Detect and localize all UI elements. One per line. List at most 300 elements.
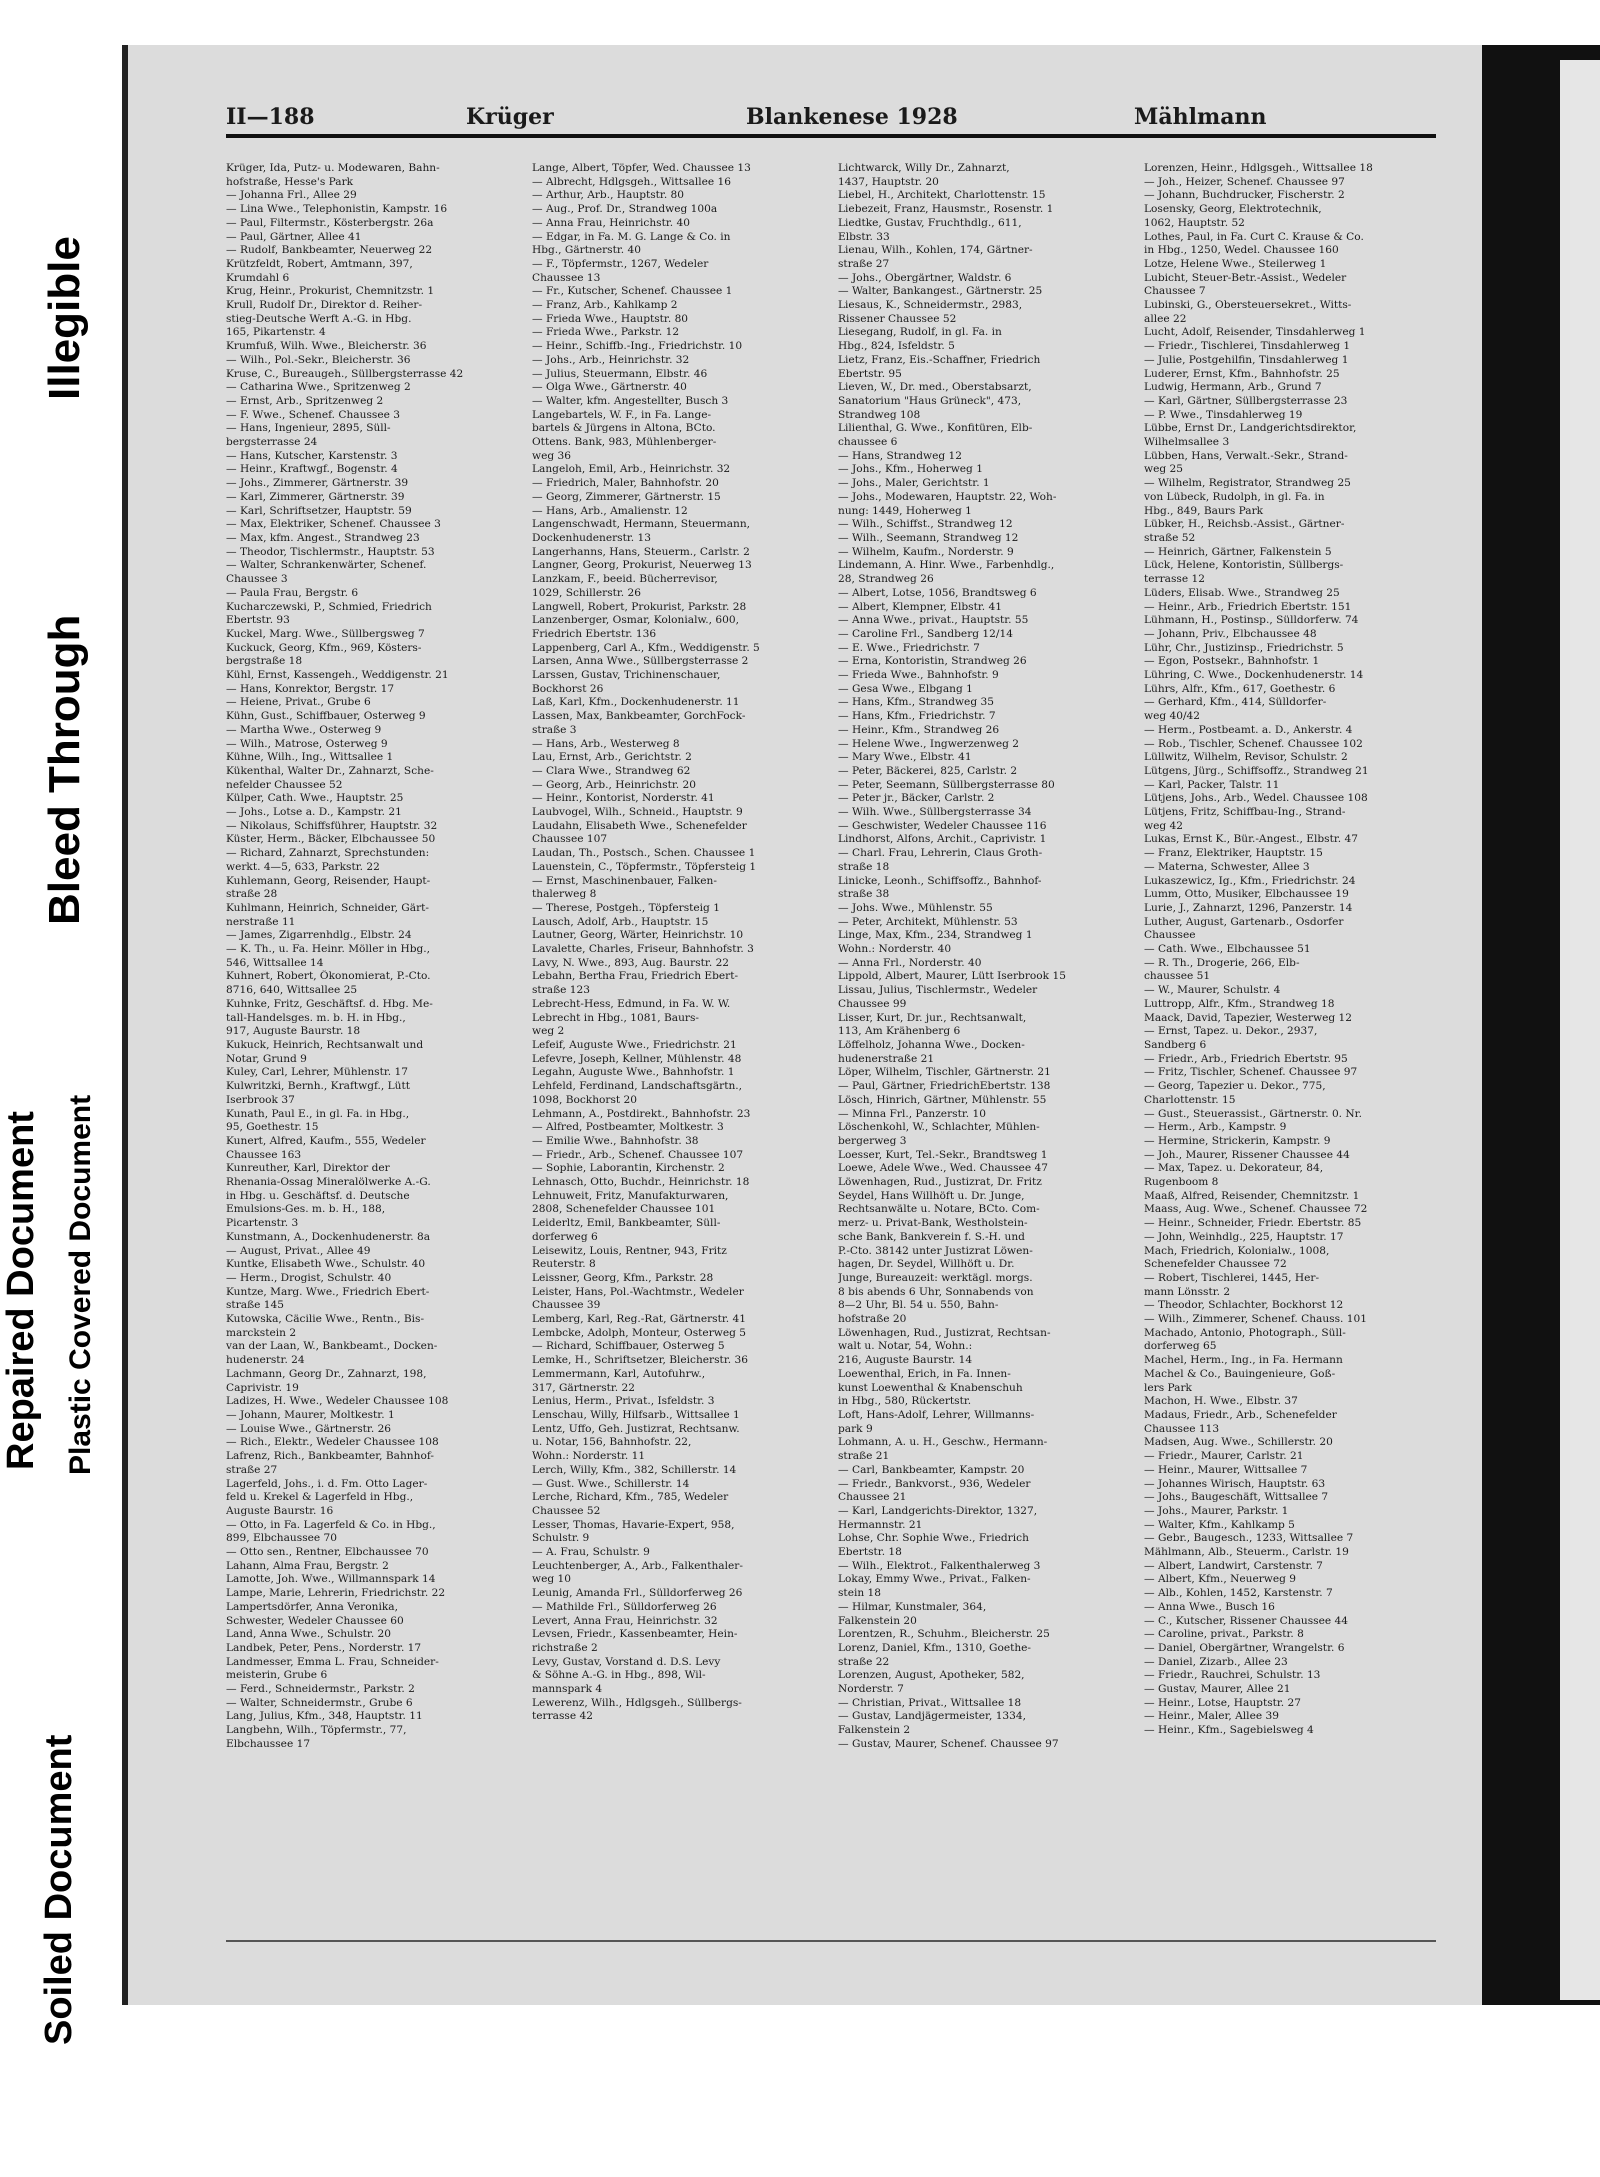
- directory-entry-line: Leiderltz, Emil, Bankbeamter, Süll-: [532, 1217, 721, 1230]
- directory-entry-line: terrasse 42: [532, 1710, 593, 1723]
- directory-entry-line: Maass, Aug. Wwe., Schenef. Chaussee 72: [1144, 1203, 1368, 1216]
- directory-entry-line: straße 18: [838, 860, 890, 873]
- directory-entry-line: — Johs., Modewaren, Hauptstr. 22, Woh-: [838, 490, 1057, 503]
- directory-entry-line: — Martha Wwe., Osterweg 9: [226, 723, 382, 736]
- directory-entry-line: — Georg, Tapezier u. Dekor., 775,: [1144, 1080, 1326, 1093]
- directory-entry-line: Langbehn, Wilh., Töpfermstr., 77,: [226, 1724, 407, 1737]
- directory-entry-line: — Arthur, Arb., Hauptstr. 80: [532, 189, 685, 202]
- directory-entry-line: Liebel, H., Architekt, Charlottenstr. 15: [838, 189, 1046, 202]
- directory-entry-line: Kunath, Paul E., in gl. Fa. in Hbg.,: [226, 1107, 410, 1120]
- directory-entry-line: Lange, Albert, Töpfer, Wed. Chaussee 13: [532, 162, 751, 174]
- header-left-name: Krüger: [466, 104, 554, 130]
- directory-entry-line: — Ernst, Arb., Spritzenweg 2: [226, 394, 384, 407]
- directory-entry-line: Lappenberg, Carl A., Kfm., Weddigenstr. 5: [532, 641, 760, 654]
- directory-entry-line: Küster, Herm., Bäcker, Elbchaussee 50: [226, 833, 436, 846]
- directory-entry-line: — Clara Wwe., Strandweg 62: [532, 764, 691, 777]
- directory-entry-line: nefelder Chaussee 52: [226, 778, 343, 791]
- directory-entry-line: — Mathilde Frl., Sülldorferweg 26: [532, 1600, 717, 1613]
- directory-entry-line: Löwenhagen, Rud., Justizrat, Rechtsan-: [838, 1326, 1051, 1339]
- directory-entry-line: Lanzenberger, Osmar, Kolonialw., 600,: [532, 614, 739, 627]
- directory-entry-line: Laubvogel, Wilh., Schneid., Hauptstr. 9: [532, 806, 743, 819]
- column-3: [838, 162, 1130, 1752]
- directory-entry-line: Ebertstr. 93: [226, 614, 290, 627]
- column-1: [226, 162, 518, 1752]
- directory-entry-line: — Rich., Elektr., Wedeler Chaussee 108: [226, 1436, 439, 1449]
- directory-entry-line: chaussee 51: [1144, 970, 1211, 983]
- directory-entry-line: — Erna, Kontoristin, Strandweg 26: [838, 655, 1027, 668]
- directory-entry-line: Langeloh, Emil, Arb., Heinrichstr. 32: [532, 463, 731, 476]
- directory-entry-line: — Herm., Arb., Kampstr. 9: [1144, 1121, 1287, 1134]
- directory-entry-line: — Gust. Wwe., Schillerstr. 14: [532, 1477, 690, 1490]
- directory-entry-line: Land, Anna Wwe., Schulstr. 20: [226, 1628, 392, 1641]
- column-2: [532, 162, 824, 1724]
- directory-entry-line: Lerch, Willy, Kfm., 382, Schillerstr. 14: [532, 1463, 737, 1476]
- directory-entry-line: Lebahn, Bertha Frau, Friedrich Ebert-: [532, 970, 739, 983]
- directory-entry-line: Rechtsanwälte u. Notare, BCto. Com-: [838, 1203, 1040, 1216]
- directory-entry-line: Rugenboom 8: [1144, 1176, 1219, 1189]
- directory-entry-line: Liedtke, Gustav, Fruchthdlg., 611,: [838, 216, 1022, 229]
- directory-entry-line: Krumdahl 6: [226, 271, 290, 284]
- directory-entry-line: Lotze, Helene Wwe., Steilerweg 1: [1144, 257, 1327, 270]
- directory-entry-line: Notar, Grund 9: [226, 1052, 307, 1065]
- directory-entry-line: Hbg., 824, Isfeldstr. 5: [838, 340, 955, 353]
- directory-entry-line: — Christian, Privat., Wittsallee 18: [838, 1696, 1022, 1709]
- directory-entry-line: Lokay, Emmy Wwe., Privat., Falken-: [838, 1573, 1031, 1586]
- directory-entry-line: — Johs., Baugeschäft, Wittsallee 7: [1144, 1491, 1329, 1504]
- directory-entry-line: — Hans, Arb., Amalienstr. 12: [532, 504, 688, 517]
- directory-entry-line: Lehfeld, Ferdinand, Landschaftsgärtn.,: [532, 1080, 743, 1093]
- directory-entry-line: 165, Pikartenstr. 4: [226, 326, 326, 339]
- directory-entry-line: — Franz, Elektriker, Hauptstr. 15: [1144, 847, 1323, 860]
- directory-entry-line: — F. Wwe., Schenef. Chaussee 3: [226, 408, 400, 421]
- directory-entry-line: Liesaus, K., Schneidermstr., 2983,: [838, 299, 1023, 312]
- directory-entry-line: straße 123: [532, 984, 591, 997]
- directory-entry-line: Legahn, Auguste Wwe., Bahnhofstr. 1: [532, 1066, 735, 1079]
- directory-entry-line: Lanzkam, F., beeid. Bücherrevisor,: [532, 573, 718, 586]
- directory-entry-line: Linicke, Leonh., Schiffsoffz., Bahnhof-: [838, 874, 1042, 887]
- directory-entry-line: Lindhorst, Alfons, Archit., Caprivistr. 1: [838, 833, 1047, 846]
- directory-entry-line: 899, Elbchaussee 70: [226, 1532, 338, 1545]
- header-title: Blankenese 1928: [746, 104, 958, 130]
- directory-entry-line: — Heinr., Kontorist, Norderstr. 41: [532, 792, 715, 805]
- directory-entry-line: — Geschwister, Wedeler Chaussee 116: [838, 819, 1047, 832]
- header-right-name: Mählmann: [1134, 104, 1267, 130]
- directory-entry-line: Chaussee 107: [532, 833, 608, 846]
- directory-entry-line: Kunert, Alfred, Kaufm., 555, Wedeler: [226, 1134, 426, 1147]
- directory-entry-line: Sandberg 6: [1144, 1039, 1207, 1051]
- directory-entry-line: — Frieda Wwe., Parkstr. 12: [532, 326, 680, 339]
- directory-entry-line: Laß, Karl, Kfm., Dockenhudenerstr. 11: [532, 696, 740, 709]
- directory-entry-line: Kutowska, Cäcilie Wwe., Rentn., Bis-: [226, 1313, 425, 1326]
- directory-entry-line: Langerhanns, Hans, Steuerm., Carlstr. 2: [532, 545, 750, 558]
- directory-entry-line: Leuchtenberger, A., Arb., Falkenthaler-: [532, 1559, 743, 1572]
- directory-entry-line: Luderer, Ernst, Kfm., Bahnhofstr. 25: [1144, 367, 1340, 380]
- directory-entry-line: Leister, Hans, Pol.-Wachtmstr., Wedeler: [532, 1285, 744, 1298]
- directory-entry-line: straße 27: [226, 1463, 278, 1476]
- directory-entry-line: Kuley, Carl, Lehrer, Mühlenstr. 17: [226, 1066, 408, 1079]
- directory-entry-line: — Hans, Kfm., Friedrichstr. 7: [838, 710, 996, 723]
- directory-entry-line: park 9: [838, 1422, 873, 1435]
- directory-entry-line: Larsen, Anna Wwe., Süllbergsterrasse 2: [532, 655, 749, 668]
- directory-entry-line: Lühring, C. Wwe., Dockenhudenerstr. 14: [1144, 669, 1364, 682]
- directory-entry-line: Lüders, Elisab. Wwe., Strandweg 25: [1144, 586, 1340, 599]
- directory-entry-line: Luther, August, Gartenarb., Osdorfer: [1144, 915, 1344, 928]
- directory-entry-line: straße 21: [838, 1450, 890, 1463]
- directory-entry-line: Lebrecht in Hbg., 1081, Baurs-: [532, 1011, 699, 1024]
- directory-entry-line: nerstraße 11: [226, 915, 296, 928]
- directory-entry-line: feld u. Krekel & Lagerfeld in Hbg.,: [226, 1491, 414, 1504]
- directory-entry-line: Lilienthal, G. Wwe., Konfitüren, Elb-: [838, 422, 1033, 435]
- directory-entry-line: stein 18: [838, 1587, 882, 1600]
- directory-entry-line: Schenefelder Chaussee 72: [1144, 1258, 1287, 1271]
- directory-entry-line: mann Lönsstr. 2: [1144, 1285, 1231, 1298]
- directory-entry-line: — Heinr., Schiffb.-Ing., Friedrichstr. 10: [532, 340, 743, 353]
- directory-entry-line: — P. Wwe., Tinsdahlerweg 19: [1144, 408, 1303, 421]
- directory-entry-line: Lütjens, Fritz, Schiffbau-Ing., Strand-: [1144, 806, 1346, 819]
- directory-entry-line: — Heinr., Maler, Allee 39: [1144, 1710, 1279, 1723]
- directory-entry-line: Lausch, Adolf, Arb., Hauptstr. 15: [532, 915, 709, 928]
- page-number: II—188: [226, 104, 315, 130]
- directory-entry-line: Chaussee 113: [1144, 1422, 1220, 1435]
- directory-entry-line: Loewenthal, Erich, in Fa. Innen-: [838, 1367, 1011, 1380]
- directory-entry-line: Chaussee 3: [226, 573, 288, 586]
- directory-entry-line: Ladizes, H. Wwe., Wedeler Chaussee 108: [226, 1395, 449, 1408]
- bottom-rule: [226, 1940, 1436, 1942]
- directory-entry-line: hagen, Dr. Seydel, Willhöft u. Dr.: [838, 1258, 1015, 1271]
- directory-entry-line: Lamotte, Joh. Wwe., Willmannspark 14: [226, 1573, 436, 1586]
- directory-entry-line: Kuntke, Elisabeth Wwe., Schulstr. 40: [226, 1258, 426, 1271]
- directory-entry-line: — Sophie, Laborantin, Kirchenstr. 2: [532, 1162, 725, 1175]
- directory-entry-line: kunst Loewenthal & Knabenschuh: [838, 1381, 1023, 1394]
- directory-entry-line: Lohse, Chr. Sophie Wwe., Friedrich: [838, 1532, 1029, 1545]
- directory-entry-line: — Heinrich, Gärtner, Falkenstein 5: [1144, 545, 1332, 558]
- directory-entry-line: Lösch, Hinrich, Gärtner, Mühlenstr. 55: [838, 1093, 1047, 1106]
- directory-entry-line: thalerweg 8: [532, 888, 597, 901]
- directory-entry-line: — Karl, Landgerichts-Direktor, 1327,: [838, 1504, 1038, 1517]
- directory-entry-line: Krützfeldt, Robert, Amtmann, 397,: [226, 257, 413, 270]
- directory-entry-line: — Rudolf, Bankbeamter, Neuerweg 22: [226, 244, 433, 257]
- directory-entry-line: tall-Handelsges. m. b. H. in Hbg.,: [226, 1011, 406, 1024]
- directory-entry-line: — Julie, Postgehilfin, Tinsdahlerweg 1: [1144, 353, 1349, 366]
- directory-entry-line: — Cath. Wwe., Elbchaussee 51: [1144, 943, 1311, 956]
- directory-entry-line: — Walter, Bankangest., Gärtnerstr. 25: [838, 285, 1043, 298]
- directory-entry-line: — Paul, Filtermstr., Kösterbergstr. 26a: [226, 216, 434, 229]
- directory-entry-line: — Karl, Schriftsetzer, Hauptstr. 59: [226, 504, 412, 517]
- directory-entry-line: Lenschau, Willy, Hilfsarb., Wittsallee 1: [532, 1408, 740, 1421]
- directory-entry-line: stieg-Deutsche Werft A.-G. in Hbg.: [226, 312, 412, 325]
- directory-entry-line: Lembcke, Adolph, Monteur, Osterweg 5: [532, 1326, 746, 1339]
- directory-entry-line: Larssen, Gustav, Trichinenschauer,: [532, 669, 721, 682]
- directory-entry-line: — Otto sen., Rentner, Elbchaussee 70: [226, 1546, 429, 1559]
- directory-entry-line: richstraße 2: [532, 1641, 598, 1654]
- directory-entry-line: Lorenz, Daniel, Kfm., 1310, Goethe-: [838, 1641, 1032, 1654]
- directory-entry-line: — W., Maurer, Schulstr. 4: [1144, 984, 1281, 997]
- directory-entry-line: — Albert, Klempner, Elbstr. 41: [838, 600, 1002, 613]
- directory-entry-line: weg 42: [1144, 819, 1183, 832]
- directory-entry-line: Kukuck, Heinrich, Rechtsanwalt und: [226, 1039, 424, 1051]
- directory-entry-line: Maaß, Alfred, Reisender, Chemnitzstr. 1: [1144, 1189, 1360, 1202]
- directory-entry-line: Linge, Max, Kfm., 234, Strandweg 1: [838, 929, 1033, 942]
- directory-entry-line: Levert, Anna Frau, Heinrichstr. 32: [532, 1614, 718, 1627]
- directory-entry-line: Picartenstr. 3: [226, 1217, 299, 1230]
- illegible-label: Illegible: [40, 236, 89, 400]
- directory-entry-line: Langwell, Robert, Prokurist, Parkstr. 28: [532, 600, 747, 613]
- directory-entry-line: Seydel, Hans Willhöft u. Dr. Junge,: [838, 1189, 1025, 1202]
- directory-entry-line: — Max, kfm. Angest., Strandweg 23: [226, 531, 420, 544]
- directory-entry-line: — Lina Wwe., Telephonistin, Kampstr. 16: [226, 203, 448, 216]
- directory-entry-line: 216, Auguste Baurstr. 14: [838, 1354, 973, 1367]
- directory-entry-line: Schwester, Wedeler Chaussee 60: [226, 1614, 404, 1627]
- directory-entry-line: Machado, Antonio, Photograph., Süll-: [1144, 1326, 1346, 1339]
- directory-entry-line: Lebrecht-Hess, Edmund, in Fa. W. W.: [532, 997, 731, 1010]
- directory-entry-line: — Charl. Frau, Lehrerin, Claus Groth-: [838, 847, 1043, 860]
- directory-entry-line: Lührs, Alfr., Kfm., 617, Goethestr. 6: [1144, 682, 1336, 695]
- directory-entry-line: — Friedr., Bankvorst., 936, Wedeler: [838, 1477, 1031, 1490]
- directory-entry-line: — Walter, Schrankenwärter, Schenef.: [226, 559, 427, 572]
- directory-entry-line: Schulstr. 9: [532, 1532, 590, 1545]
- directory-entry-line: merz- u. Privat-Bank, Westholstein-: [838, 1217, 1028, 1230]
- directory-entry-line: Krug, Heinr., Prokurist, Chemnitzstr. 1: [226, 285, 435, 298]
- directory-page: [226, 100, 1436, 1930]
- directory-entry-line: Lubicht, Steuer-Betr.-Assist., Wedeler: [1144, 271, 1347, 284]
- directory-entry-line: Losensky, Georg, Elektrotechnik,: [1144, 203, 1322, 216]
- directory-entry-line: — Peter, Architekt, Mühlenstr. 53: [838, 915, 1018, 928]
- directory-entry-line: — Heinr., Arb., Friedrich Ebertstr. 151: [1144, 600, 1352, 613]
- soiled-document-label: Soiled Document: [38, 1734, 80, 2045]
- directory-entry-line: Ebertstr. 95: [838, 367, 902, 380]
- directory-entry-line: Machel & Co., Bauingenieure, Goß-: [1144, 1367, 1336, 1380]
- directory-entry-line: Loewe, Adele Wwe., Wed. Chaussee 47: [838, 1162, 1048, 1175]
- directory-entry-line: van der Laan, W., Bankbeamt., Docken-: [226, 1340, 438, 1353]
- directory-entry-line: nung: 1449, Hoherweg 1: [838, 504, 972, 517]
- directory-entry-line: Falkenstein 2: [838, 1724, 911, 1737]
- directory-entry-line: — Louise Wwe., Gärtnerstr. 26: [226, 1422, 392, 1435]
- directory-entry-line: — Karl, Packer, Talstr. 11: [1144, 778, 1280, 791]
- directory-entry-line: Külper, Cath. Wwe., Hauptstr. 25: [226, 792, 404, 805]
- directory-entry-line: — Hans, Konrektor, Bergstr. 17: [226, 682, 395, 695]
- directory-entry-line: — Hans, Ingenieur, 2895, Süll-: [226, 422, 391, 435]
- directory-entry-line: Mach, Friedrich, Kolonialw., 1008,: [1144, 1244, 1330, 1257]
- directory-entry-line: Lukaszewicz, Ig., Kfm., Friedrichstr. 24: [1144, 874, 1356, 887]
- directory-entry-line: — Edgar, in Fa. M. G. Lange & Co. in: [532, 230, 731, 243]
- directory-entry-line: — Fritz, Tischler, Schenef. Chaussee 97: [1144, 1066, 1358, 1079]
- bleed-through-label: Bleed Through: [40, 614, 89, 925]
- directory-entry-line: — Gust., Steuerassist., Gärtnerstr. 0. Nr.: [1144, 1107, 1362, 1120]
- directory-entry-line: — Paul, Gärtner, Allee 41: [226, 230, 362, 243]
- directory-entry-line: Lerche, Richard, Kfm., 785, Wedeler: [532, 1491, 729, 1504]
- directory-entry-line: — Caroline Frl., Sandberg 12/14: [838, 627, 1013, 640]
- directory-entry-line: Lohmann, A. u. H., Geschw., Hermann-: [838, 1436, 1048, 1449]
- directory-entry-line: Rhenania-Ossag Mineralölwerke A.-G.: [226, 1176, 431, 1189]
- directory-entry-line: — Max, Elektriker, Schenef. Chaussee 3: [226, 518, 441, 531]
- directory-entry-line: Lorenzen, August, Apotheker, 582,: [838, 1669, 1025, 1682]
- directory-entry-line: Lang, Julius, Kfm., 348, Hauptstr. 11: [226, 1710, 423, 1723]
- directory-entry-line: 1029, Schillerstr. 26: [532, 586, 642, 599]
- directory-entry-line: Kuhnert, Robert, Ökonomierat, P.-Cto.: [226, 970, 431, 983]
- directory-entry-line: bergstraße 18: [226, 655, 303, 668]
- directory-entry-line: Madsen, Aug. Wwe., Schillerstr. 20: [1144, 1436, 1333, 1449]
- directory-entry-line: Langner, Georg, Prokurist, Neuerweg 13: [532, 559, 752, 572]
- directory-entry-line: — Johs. Wwe., Mühlenstr. 55: [838, 901, 993, 914]
- directory-entry-line: Wohn.: Norderstr. 40: [838, 943, 952, 956]
- directory-entry-line: Lauenstein, C., Töpfermstr., Töpfersteig 1: [532, 860, 757, 873]
- directory-entry-line: — Hilmar, Kunstmaler, 364,: [838, 1600, 987, 1613]
- directory-entry-line: Kuhlmann, Heinrich, Schneider, Gärt-: [226, 901, 429, 914]
- directory-entry-line: 317, Gärtnerstr. 22: [532, 1381, 636, 1394]
- directory-entry-line: Lühr, Chr., Justizinsp., Friedrichstr. 5: [1144, 641, 1344, 654]
- directory-entry-line: Lavalette, Charles, Friseur, Bahnhofstr. 3: [532, 943, 754, 956]
- directory-entry-line: Kunstmann, A., Dockenhudenerstr. 8a: [226, 1230, 431, 1243]
- directory-entry-line: & Söhne A.-G. in Hbg., 898, Wil-: [532, 1669, 706, 1682]
- directory-entry-line: — Heinr., Maurer, Wittsallee 7: [1144, 1463, 1308, 1476]
- directory-entry-line: Lemmermann, Karl, Autofuhrw.,: [532, 1367, 706, 1380]
- directory-entry-line: hofstraße, Hesse's Park: [226, 175, 354, 188]
- directory-entry-line: terrasse 12: [1144, 573, 1205, 586]
- directory-entry-line: 1437, Hauptstr. 20: [838, 175, 939, 188]
- directory-entry-line: Löwenhagen, Rud., Justizrat, Dr. Fritz: [838, 1176, 1042, 1189]
- directory-entry-line: Ottens. Bank, 983, Mühlenberger-: [532, 436, 717, 449]
- directory-entry-line: — Walter, kfm. Angestellter, Busch 3: [532, 394, 729, 407]
- directory-entry-line: Laudahn, Elisabeth Wwe., Schenefelder: [532, 819, 747, 832]
- directory-entry-line: — Hans, Kfm., Strandweg 35: [838, 696, 994, 709]
- directory-entry-line: — Johs., Zimmerer, Gärtnerstr. 39: [226, 477, 409, 490]
- directory-entry-line: Lurie, J., Zahnarzt, 1296, Panzerstr. 14: [1144, 901, 1353, 914]
- directory-entry-line: — Anna Frl., Norderstr. 40: [838, 956, 982, 969]
- directory-entry-line: — Egon, Postsekr., Bahnhofstr. 1: [1144, 655, 1320, 668]
- directory-entry-line: Ludwig, Hermann, Arb., Grund 7: [1144, 381, 1322, 394]
- directory-entry-line: Junge, Bureauzeit: werktägl. morgs.: [838, 1271, 1033, 1284]
- directory-entry-line: 2808, Schenefelder Chaussee 101: [532, 1203, 716, 1216]
- directory-entry-line: — F., Töpfermstr., 1267, Wedeler: [532, 257, 709, 270]
- directory-entry-line: — Wilh., Zimmerer, Schenef. Chauss. 101: [1144, 1313, 1367, 1326]
- directory-entry-line: Landmesser, Emma L. Frau, Schneider-: [226, 1655, 439, 1668]
- directory-entry-line: Lampertsdörfer, Anna Veronika,: [226, 1600, 398, 1613]
- directory-entry-line: Lissau, Julius, Tischlermstr., Wedeler: [838, 984, 1038, 997]
- directory-entry-line: — Friedr., Arb., Friedrich Ebertstr. 95: [1144, 1052, 1348, 1065]
- directory-entry-line: — James, Zigarrenhdlg., Elbstr. 24: [226, 929, 412, 942]
- directory-entry-line: Chaussee 21: [838, 1491, 907, 1504]
- directory-entry-line: weg 36: [532, 449, 571, 462]
- directory-entry-line: — Albrecht, Hdlgsgeh., Wittsallee 16: [532, 175, 731, 188]
- directory-entry-line: Emulsions-Ges. m. b. H., 188,: [226, 1203, 386, 1216]
- directory-entry-line: Leissner, Georg, Kfm., Parkstr. 28: [532, 1271, 714, 1284]
- directory-entry-line: Norderstr. 7: [838, 1683, 904, 1696]
- directory-entry-line: 1062, Hauptstr. 52: [1144, 216, 1245, 229]
- directory-entry-line: — Heiene, Privat., Grube 6: [226, 696, 371, 709]
- directory-entry-line: — Gustav, Maurer, Schenef. Chaussee 97: [838, 1737, 1059, 1750]
- directory-entry-line: Loesser, Kurt, Tel.-Sekr., Brandtsweg 1: [838, 1148, 1048, 1161]
- directory-entry-line: Mählmann, Alb., Steuerm., Carlstr. 19: [1144, 1546, 1349, 1559]
- directory-entry-line: Hbg., Gärtnerstr. 40: [532, 244, 641, 257]
- directory-entry-line: Madaus, Friedr., Arb., Schenefelder: [1144, 1408, 1337, 1421]
- directory-entry-line: walt u. Notar, 54, Wohn.:: [838, 1340, 973, 1353]
- directory-entry-line: Caprivistr. 19: [226, 1381, 299, 1394]
- directory-entry-line: Lehnasch, Otto, Buchdr., Heinrichstr. 18: [532, 1176, 750, 1189]
- directory-entry-line: — Albert, Lotse, 1056, Brandtsweg 6: [838, 586, 1037, 599]
- directory-entry-line: — Frieda Wwe., Bahnhofstr. 9: [838, 669, 999, 682]
- directory-entry-line: — Olga Wwe., Gärtnerstr. 40: [532, 381, 687, 394]
- directory-entry-line: Kuckel, Marg. Wwe., Süllbergsweg 7: [226, 627, 425, 640]
- directory-entry-line: — Johs., Arb., Heinrichstr. 32: [532, 353, 690, 366]
- directory-entry-line: Landbek, Peter, Pens., Norderstr. 17: [226, 1641, 422, 1654]
- directory-entry-line: — Heinr., Kfm., Sagebielsweg 4: [1144, 1724, 1314, 1737]
- directory-entry-line: — Franz, Arb., Kahlkamp 2: [532, 299, 678, 312]
- directory-entry-line: Lukas, Ernst K., Bür.-Angest., Elbstr. 47: [1144, 833, 1358, 846]
- directory-entry-line: Hbg., 849, Baurs Park: [1144, 504, 1264, 517]
- directory-entry-line: — Mary Wwe., Elbstr. 41: [838, 751, 972, 764]
- directory-entry-line: Kühn, Gust., Schiffbauer, Osterweg 9: [226, 710, 426, 723]
- directory-entry-line: 113, Am Krähenberg 6: [838, 1025, 961, 1038]
- directory-entry-line: sche Bank, Bankverein f. S.-H. und: [838, 1230, 1025, 1243]
- directory-entry-line: — Paula Frau, Bergstr. 6: [226, 586, 359, 599]
- directory-entry-line: Levy, Gustav, Vorstand d. D.S. Levy: [532, 1655, 721, 1668]
- directory-entry-line: Bockhorst 26: [532, 682, 604, 695]
- directory-entry-line: Lefeif, Auguste Wwe., Friedrichstr. 21: [532, 1039, 737, 1051]
- directory-entry-line: — Heinr., Schneider, Friedr. Ebertstr. 85: [1144, 1217, 1362, 1230]
- directory-entry-line: Lesser, Thomas, Havarie-Expert, 958,: [532, 1518, 735, 1531]
- directory-entry-line: Lentz, Uffo, Geh. Justizrat, Rechtsanw.: [532, 1422, 740, 1435]
- page-header: [226, 100, 1436, 138]
- directory-entry-line: — Albert, Landwirt, Carstenstr. 7: [1144, 1559, 1323, 1572]
- directory-entry-line: Lübben, Hans, Verwalt.-Sekr., Strand-: [1144, 449, 1348, 462]
- directory-entry-line: — Johann, Priv., Elbchaussee 48: [1144, 627, 1317, 640]
- directory-entry-line: — K. Th., u. Fa. Heinr. Möller in Hbg.,: [226, 943, 431, 956]
- directory-entry-line: — Ernst, Maschinenbauer, Falken-: [532, 874, 717, 887]
- directory-entry-line: Langebartels, W. F., in Fa. Lange-: [532, 408, 712, 421]
- directory-entry-line: — Johanna Frl., Allee 29: [226, 189, 357, 202]
- directory-entry-line: von Lübeck, Rudolph, in gl. Fa. in: [1144, 490, 1325, 503]
- directory-entry-line: — Rob., Tischler, Schenef. Chaussee 102: [1144, 737, 1363, 750]
- directory-entry-line: — August, Privat., Allee 49: [226, 1244, 371, 1257]
- directory-entry-line: Kucharczewski, P., Schmied, Friedrich: [226, 600, 432, 613]
- directory-entry-line: Liesegang, Rudolf, in gl. Fa. in: [838, 326, 1002, 339]
- directory-entry-line: — Gustav, Landjägermeister, 1334,: [838, 1710, 1027, 1723]
- directory-entry-line: Levsen, Friedr., Kassenbeamter, Hein-: [532, 1628, 738, 1641]
- directory-entry-line: — John, Weinhdlg., 225, Hauptstr. 17: [1144, 1230, 1344, 1243]
- directory-entry-line: weg 10: [532, 1573, 571, 1586]
- directory-entry-line: Lehmann, A., Postdirekt., Bahnhofstr. 23: [532, 1107, 751, 1120]
- directory-entry-line: Kükenthal, Walter Dr., Zahnarzt, Sche-: [226, 764, 434, 777]
- directory-entry-line: Chaussee 13: [532, 271, 601, 284]
- directory-entry-line: chaussee 6: [838, 436, 898, 449]
- directory-entry-line: — Gebr., Baugesch., 1233, Wittsallee 7: [1144, 1532, 1354, 1545]
- directory-entry-line: weg 2: [532, 1025, 565, 1038]
- directory-entry-line: Lindemann, A. Hinr. Wwe., Farbenhdlg.,: [838, 559, 1055, 572]
- directory-entry-line: Reuterstr. 8: [532, 1258, 596, 1271]
- directory-entry-line: Machel, Herm., Ing., in Fa. Hermann: [1144, 1354, 1343, 1367]
- directory-entry-line: — Richard, Zahnarzt, Sprechstunden:: [226, 847, 430, 860]
- directory-entry-line: — Caroline, privat., Parkstr. 8: [1144, 1628, 1304, 1641]
- directory-entry-line: dorferweg 6: [532, 1230, 598, 1243]
- directory-entry-line: Lothes, Paul, in Fa. Curt C. Krause & Co.: [1144, 230, 1364, 243]
- directory-entry-line: — Albert, Kfm., Neuerweg 9: [1144, 1573, 1297, 1586]
- directory-entry-line: — Wilh., Pol.-Sekr., Bleicherstr. 36: [226, 353, 411, 366]
- directory-entry-line: — Johs., Kfm., Hoherweg 1: [838, 463, 983, 476]
- directory-entry-line: Hermannstr. 21: [838, 1518, 923, 1531]
- directory-entry-line: — Johannes Wirisch, Hauptstr. 63: [1144, 1477, 1326, 1490]
- side-label-strip: [0, 0, 120, 2177]
- directory-entry-line: Falkenstein 20: [838, 1614, 917, 1627]
- directory-entry-line: — Frieda Wwe., Hauptstr. 80: [532, 312, 689, 325]
- directory-entry-line: — Johs., Obergärtner, Waldstr. 6: [838, 271, 1012, 284]
- directory-entry-line: straße 28: [226, 888, 278, 901]
- directory-entry-line: — Wilhelm, Registrator, Strandweg 25: [1144, 477, 1351, 490]
- directory-entry-line: Lafrenz, Rich., Bankbeamter, Bahnhof-: [226, 1450, 434, 1463]
- directory-entry-line: straße 22: [838, 1655, 890, 1668]
- directory-entry-line: — Therese, Postgeh., Töpfersteig 1: [532, 901, 720, 914]
- directory-entry-line: — Friedr., Maurer, Carlstr. 21: [1144, 1450, 1304, 1463]
- directory-entry-line: 546, Wittsallee 14: [226, 956, 324, 969]
